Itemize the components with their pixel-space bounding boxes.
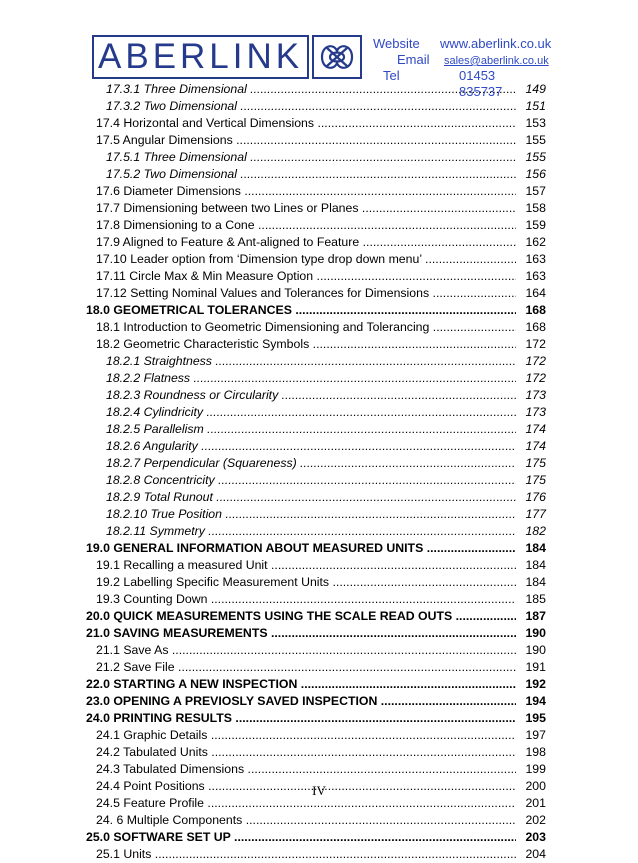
toc-entry[interactable] — [86, 455, 546, 472]
toc-entry[interactable] — [86, 370, 546, 387]
toc-entry[interactable] — [86, 251, 546, 268]
toc-entry-page: 184 — [516, 574, 546, 591]
toc-entry-page: 163 — [516, 251, 546, 268]
website-value[interactable]: www.aberlink.co.uk — [440, 36, 552, 51]
toc-entry-title: 18.2.8 Concentricity ..... — [86, 472, 516, 489]
toc-entry-title: 21.0 SAVING MEASUREMENTS ..... — [86, 625, 516, 642]
toc-entry-page: 190 — [516, 625, 546, 642]
toc-entry-title: 17.9 Aligned to Feature & Ant-aligned to Feature ..... — [86, 234, 516, 251]
toc-entry-title: 17.3.1 Three Dimensional ..... — [86, 81, 516, 98]
toc-entry[interactable] — [86, 540, 546, 557]
toc-entry-page: 159 — [516, 217, 546, 234]
toc-entry[interactable] — [86, 608, 546, 625]
toc-entry[interactable] — [86, 489, 546, 506]
toc-entry-title: 18.2.6 Angularity ..... — [86, 438, 516, 455]
toc-entry-page: 197 — [516, 727, 546, 744]
toc-entry-title: 20.0 QUICK MEASUREMENTS USING THE SCALE READ OUTS ..... — [86, 608, 516, 625]
toc-entry[interactable] — [86, 438, 546, 455]
toc-entry[interactable] — [86, 676, 546, 693]
table-of-contents — [86, 81, 546, 863]
toc-entry-title: 18.2.10 True Position ..... — [86, 506, 516, 523]
aberlink-logo — [92, 35, 309, 79]
toc-entry-page: 200 — [516, 778, 546, 795]
toc-entry-title: 18.2.2 Flatness ..... — [86, 370, 516, 387]
toc-entry-page: 156 — [516, 166, 546, 183]
toc-entry[interactable] — [86, 336, 546, 353]
toc-entry[interactable] — [86, 727, 546, 744]
toc-entry-title: 19.2 Labelling Specific Measurement Units ..... — [86, 574, 516, 591]
toc-entry-page: 176 — [516, 489, 546, 506]
toc-entry-page: 168 — [516, 302, 546, 319]
toc-entry-title: 17.5.2 Two Dimensional ..... — [86, 166, 516, 183]
toc-entry[interactable] — [86, 319, 546, 336]
toc-entry-page: 155 — [516, 149, 546, 166]
toc-entry-page: 202 — [516, 812, 546, 829]
email-link[interactable]: sales@aberlink.co.uk — [444, 55, 549, 67]
toc-entry-title: 17.4 Horizontal and Vertical Dimensions ..... — [86, 115, 516, 132]
toc-entry-page: 155 — [516, 132, 546, 149]
toc-entry[interactable] — [86, 166, 546, 183]
toc-entry-title: 18.2.3 Roundness or Circularity ..... — [86, 387, 516, 404]
toc-entry-page: 185 — [516, 591, 546, 608]
toc-entry[interactable] — [86, 472, 546, 489]
page-number: IV — [312, 783, 326, 798]
toc-entry-page: 174 — [516, 438, 546, 455]
tel-label: Tel — [383, 68, 400, 83]
toc-entry-title: 19.1 Recalling a measured Unit ..... — [86, 557, 516, 574]
toc-entry-title: 24.1 Graphic Details ..... — [86, 727, 516, 744]
toc-entry[interactable] — [86, 557, 546, 574]
toc-entry-title: 24.2 Tabulated Units ..... — [86, 744, 516, 761]
toc-entry-title: 17.10 Leader option from ‘Dimension type drop down menu’ ..... — [86, 251, 516, 268]
toc-entry-title: 25.1 Units ..... — [86, 846, 516, 863]
toc-entry[interactable] — [86, 625, 546, 642]
toc-entry-title: 24.4 Point Positions ..... — [86, 778, 516, 795]
toc-entry[interactable] — [86, 642, 546, 659]
toc-entry[interactable] — [86, 132, 546, 149]
toc-entry-page: 177 — [516, 506, 546, 523]
toc-entry[interactable] — [86, 693, 546, 710]
toc-entry-page: 168 — [516, 319, 546, 336]
toc-entry[interactable] — [86, 217, 546, 234]
toc-entry-title: 18.2.7 Perpendicular (Squareness) ..... — [86, 455, 516, 472]
toc-entry-title: 17.12 Setting Nominal Values and Tolerances for Dimensions ..... — [86, 285, 516, 302]
toc-entry-title: 17.8 Dimensioning to a Cone ..... — [86, 217, 516, 234]
toc-entry-page: 175 — [516, 455, 546, 472]
toc-entry[interactable] — [86, 523, 546, 540]
toc-entry-title: 24.3 Tabulated Dimensions ..... — [86, 761, 516, 778]
toc-entry[interactable] — [86, 812, 546, 829]
toc-entry[interactable] — [86, 115, 546, 132]
toc-entry[interactable] — [86, 353, 546, 370]
toc-entry-page: 184 — [516, 557, 546, 574]
toc-entry[interactable] — [86, 183, 546, 200]
toc-entry[interactable] — [86, 846, 546, 863]
toc-entry[interactable] — [86, 506, 546, 523]
toc-entry-page: 199 — [516, 761, 546, 778]
toc-entry-title: 19.3 Counting Down ..... — [86, 591, 516, 608]
toc-entry-title: 18.2.11 Symmetry ..... — [86, 523, 516, 540]
toc-entry[interactable] — [86, 98, 546, 115]
toc-entry-page: 173 — [516, 387, 546, 404]
logo-text: ABERLINK — [98, 37, 304, 76]
toc-entry-page: 195 — [516, 710, 546, 727]
toc-entry-page: 184 — [516, 540, 546, 557]
toc-entry-title: 21.1 Save As ..... — [86, 642, 516, 659]
toc-entry[interactable] — [86, 81, 546, 98]
toc-entry[interactable] — [86, 268, 546, 285]
toc-entry-page: 190 — [516, 642, 546, 659]
toc-entry-page: 182 — [516, 523, 546, 540]
toc-entry-page: 192 — [516, 676, 546, 693]
toc-entry-page: 158 — [516, 200, 546, 217]
website-label: Website — [373, 36, 420, 51]
toc-entry[interactable] — [86, 421, 546, 438]
toc-entry-page: 198 — [516, 744, 546, 761]
toc-entry-title: 18.1 Introduction to Geometric Dimensioning and Tolerancing ..... — [86, 319, 516, 336]
toc-entry[interactable] — [86, 404, 546, 421]
toc-entry-title: 18.2.1 Straightness ..... — [86, 353, 516, 370]
toc-entry-page: 163 — [516, 268, 546, 285]
toc-entry[interactable] — [86, 387, 546, 404]
toc-entry-page: 203 — [516, 829, 546, 846]
toc-entry-page: 172 — [516, 336, 546, 353]
tel-value: 01453 835737 — [459, 68, 503, 99]
toc-entry-page: 153 — [516, 115, 546, 132]
toc-entry[interactable] — [86, 591, 546, 608]
toc-entry-title: 22.0 STARTING A NEW INSPECTION ..... — [86, 676, 516, 693]
toc-entry[interactable] — [86, 574, 546, 591]
toc-entry-page: 173 — [516, 404, 546, 421]
toc-entry-title: 19.0 GENERAL INFORMATION ABOUT MEASURED UNITS ..... — [86, 540, 516, 557]
toc-entry[interactable] — [86, 302, 546, 319]
toc-entry-title: 24. 6 Multiple Components ..... — [86, 812, 516, 829]
toc-entry-page: 164 — [516, 285, 546, 302]
toc-entry-page: 157 — [516, 183, 546, 200]
toc-entry-title: 18.2.9 Total Runout ..... — [86, 489, 516, 506]
toc-entry-title: 17.11 Circle Max & Min Measure Option ..... — [86, 268, 516, 285]
toc-entry[interactable] — [86, 285, 546, 302]
toc-entry-title: 24.0 PRINTING RESULTS ..... — [86, 710, 516, 727]
toc-entry-title: 17.7 Dimensioning between two Lines or Planes ..... — [86, 200, 516, 217]
toc-entry-title: 17.5.1 Three Dimensional ..... — [86, 149, 516, 166]
toc-entry[interactable] — [86, 761, 546, 778]
email-label: Email — [397, 52, 430, 67]
toc-entry-title: 18.2.5 Parallelism ..... — [86, 421, 516, 438]
toc-entry[interactable] — [86, 234, 546, 251]
toc-entry-page: 204 — [516, 846, 546, 863]
toc-entry-title: 18.2 Geometric Characteristic Symbols ..... — [86, 336, 516, 353]
toc-entry-title: 23.0 OPENING A PREVIOSLY SAVED INSPECTION ..... — [86, 693, 516, 710]
toc-entry-title: 25.0 SOFTWARE SET UP ..... — [86, 829, 516, 846]
toc-entry-title: 24.5 Feature Profile ..... — [86, 795, 516, 812]
toc-entry-title: 18.0 GEOMETRICAL TOLERANCES ..... — [86, 302, 516, 319]
toc-entry-page: 172 — [516, 370, 546, 387]
toc-entry-title: 17.6 Diameter Dimensions ..... — [86, 183, 516, 200]
toc-entry-title: 17.3.2 Two Dimensional ..... — [86, 98, 516, 115]
toc-entry[interactable] — [86, 659, 546, 676]
toc-entry[interactable] — [86, 744, 546, 761]
toc-entry-page: 191 — [516, 659, 546, 676]
toc-entry-title: 18.2.4 Cylindricity ..... — [86, 404, 516, 421]
toc-entry-page: 162 — [516, 234, 546, 251]
toc-entry[interactable] — [86, 710, 546, 727]
toc-entry-page: 194 — [516, 693, 546, 710]
toc-entry-page: 201 — [516, 795, 546, 812]
toc-entry[interactable] — [86, 829, 546, 846]
toc-entry-page: 187 — [516, 608, 546, 625]
toc-entry[interactable] — [86, 149, 546, 166]
toc-entry[interactable] — [86, 200, 546, 217]
toc-entry-page: 149 — [516, 81, 546, 98]
toc-entry-title: 17.5 Angular Dimensions ..... — [86, 132, 516, 149]
toc-entry-page: 151 — [516, 98, 546, 115]
toc-entry-page: 172 — [516, 353, 546, 370]
toc-entry-page: 175 — [516, 472, 546, 489]
toc-entry-title: 21.2 Save File ..... — [86, 659, 516, 676]
toc-entry-page: 174 — [516, 421, 546, 438]
celtic-knot-icon — [312, 35, 362, 79]
